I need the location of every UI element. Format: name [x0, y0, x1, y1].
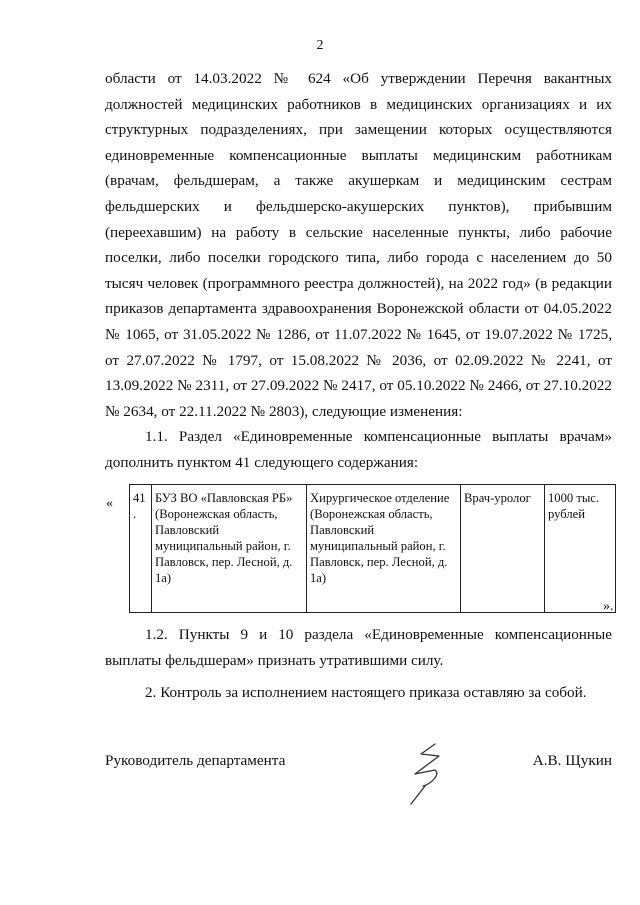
- institution-cell: БУЗ ВО «Павловская РБ» (Воронежская область, Павловский муниципальный район, г. Павловск, пер. Лесной, д. 1а): [152, 485, 307, 613]
- signer-name: А.В. Щукин: [532, 752, 612, 769]
- table-open-quote: «: [106, 496, 113, 511]
- row-number-cell: 41.: [130, 485, 152, 613]
- signature-block: [105, 752, 612, 812]
- position-cell: Врач-уролог: [461, 485, 545, 613]
- item-1-2-paragraph: 1.2. Пункты 9 и 10 раздела «Единовременные компенсационные выплаты фельдшерам» признать утратившими силу.: [105, 626, 612, 669]
- page-number: 2: [316, 38, 324, 53]
- points-table: [129, 484, 616, 613]
- table-row: [130, 485, 616, 613]
- intro-paragraph: области от 14.03.2022 № 624 «Об утверждении Перечня вакантных должностей медицинских работников в медицинских организациях и их структурных подразделениях, при замещении которых осуществляются единовременные компенсационные выплаты медицинским работникам (врачам, фельдшерам, а также акушеркам и медицинским сестрам фельдшерских и фельдшерско-акушерских пунктов), прибывшим (переехавшим) на работу в сельские населенные пункты, либо рабочие поселки, либо поселки городского типа, либо города с населением до 50 тысяч человек (программного реестра должностей), на 2022 год» (в редакции приказов департамента здравоохранения Воронежской области от 04.05.2022 № 1065, от 31.05.2022 № 1286, от 11.07.2022 № 1645, от 19.07.2022 № 1725, от 27.07.2022 № 1797, от 15.08.2022 № 2036, от 02.09.2022 № 2241, от 13.09.2022 № 2311, от 27.09.2022 № 2417, от 05.10.2022 № 2466, от 27.10.2022 № 2634, от 22.11.2022 № 2803), следующие изменения:: [105, 70, 612, 420]
- handwritten-signature: [401, 740, 461, 812]
- table-close-quote: ».: [603, 599, 614, 614]
- document-body: [105, 66, 612, 476]
- item-2-paragraph: 2. Контроль за исполнением настоящего приказа оставляю за собой.: [145, 684, 587, 702]
- item-1-1-paragraph: 1.1. Раздел «Единовременные компенсационные выплаты врачам» дополнить пунктом 41 следующего содержания:: [105, 428, 612, 471]
- amount-cell: 1000 тыс. рублей: [545, 485, 616, 613]
- department-cell: Хирургическое отделение (Воронежская область, Павловский муниципальный район, г. Павловск, пер. Лесной, д. 1а): [307, 485, 461, 613]
- signer-role: Руководитель департамента: [105, 752, 286, 769]
- closing-paragraphs: [105, 622, 612, 706]
